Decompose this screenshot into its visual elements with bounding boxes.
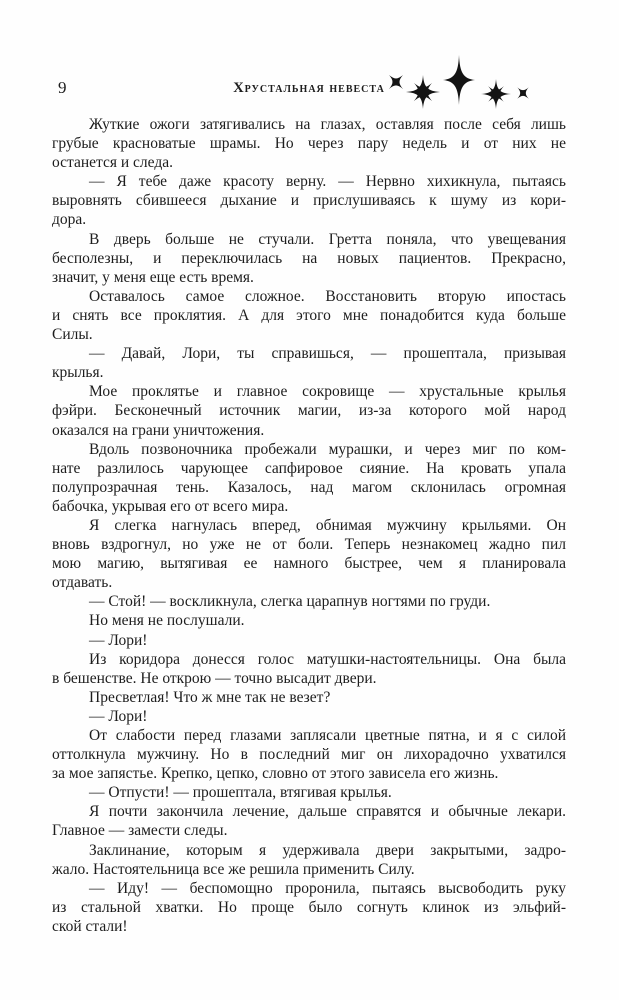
text-line: Главное — замести следы. [52,822,228,840]
text-line: оттолкнула мужчину. Но в последний миг он лихорадочно ухватился [52,746,566,764]
paragraph [52,611,566,630]
text-line: из стальной хватки. Но проще было согнуть клинок из эльфий- [52,898,566,916]
text-line: дора. [52,211,87,229]
text-line: — Отпусти! — прошептала, втягивая крылья. [89,784,392,802]
text-line: Пресветлая! Что ж мне так не везет? [89,688,331,706]
paragraph [52,172,566,229]
text-line: — Давай, Лори, ты справишься, — прошептала, призывая [89,345,566,363]
text-line: бабочка, укрывая его от всего мира. [52,497,289,515]
paragraph [52,802,566,840]
paragraph [52,115,566,172]
text-line: — Лори! [89,707,148,725]
paragraph [52,287,566,344]
text-line: — Лори! [89,631,148,649]
text-line: От слабости перед глазами заплясали цветные пятна, и я с силой [89,727,566,744]
sparkle-stars-icon [380,45,545,115]
text-line: — Я тебе даже красоту верну. — Нервно хихикнула, пытаясь [89,173,566,191]
text-line: ской стали! [52,917,128,935]
text-line: фэйри. Бесконечный источник магии, из-за которого мой народ [52,402,566,420]
text-line: выровнять сбившееся дыхание и прислушиваясь к шуму из кори- [52,192,566,210]
text-line: бесполезны, и переключилась на новых пациентов. Прекрасно, [52,249,566,267]
page-number: 9 [58,78,67,97]
paragraph [52,516,566,592]
page-text [52,115,566,936]
text-line: мою магию, вытягивая ее намного быстрее, чем я планировала [52,555,566,573]
text-line: отдавать. [52,574,113,592]
text-line: Оставалось самое сложное. Восстановить вторую ипостась [89,287,566,305]
text-line: останется и следа. [52,154,173,172]
text-line: — Стой! — воскликнула, слегка царапнув ногтями по груди. [89,593,491,611]
text-line: Я слегка нагнулась вперед, обнимая мужчину крыльями. Он [89,516,566,534]
paragraph [52,650,566,688]
text-line: Жуткие ожоги затягивались на глазах, оставляя после себя лишь [89,116,566,133]
text-line: полупрозрачная тень. Казалось, над магом склонилась огромная [52,478,566,496]
text-line: значит, у меня еще есть время. [52,268,254,286]
paragraph [52,879,566,936]
text-line: Я почти закончила лечение, дальше справятся и обычные лекари. [89,803,566,821]
text-line: нате разлилось чарующее сапфировое сияние. На кровать упала [52,459,566,477]
text-line: грубые красноватые шрамы. Но через пару недель и от них не [52,135,566,153]
text-line: крылья. [52,364,104,382]
text-line: Мое проклятье и главное сокровище — хрустальные крылья [89,383,566,401]
text-line: в бешенстве. Не открою — точно высадит двери. [52,669,377,687]
paragraph [52,707,566,726]
text-line: жало. Настоятельница все же решила применить Силу. [52,860,415,878]
text-line: вновь вздрогнул, но уже не от боли. Теперь незнакомец жадно пил [52,536,566,554]
paragraph [52,382,566,439]
text-line: оказался на грани уничтожения. [52,421,265,439]
paragraph [52,230,566,287]
text-line: Силы. [52,326,93,344]
paragraph [52,344,566,382]
text-line: — Иду! — беспомощно проронила, пытаясь высвободить руку [89,879,566,897]
text-line: Заклинание, которым я удерживала двери закрытыми, задро- [89,841,566,859]
paragraph [52,783,566,802]
paragraph [52,440,566,516]
paragraph [52,841,566,879]
text-line: Вдоль позвоночника пробежали мурашки, и через миг по ком- [89,440,566,458]
paragraph [52,631,566,650]
text-line: Но меня не послушали. [89,612,245,630]
paragraph [52,688,566,707]
text-line: за мое запястье. Крепко, цепко, словно от этого зависела его жизнь. [52,765,499,783]
text-line: и снять все проклятия. А для этого мне понадобится куда больше [52,306,566,324]
paragraph [52,726,566,783]
paragraph [52,592,566,611]
text-line: В дверь больше не стучали. Гретта поняла, что увещевания [89,230,566,248]
running-title: Хрустальная невеста [233,80,385,96]
text-line: Из коридора донесся голос матушки-настоятельницы. Она была [89,650,566,668]
